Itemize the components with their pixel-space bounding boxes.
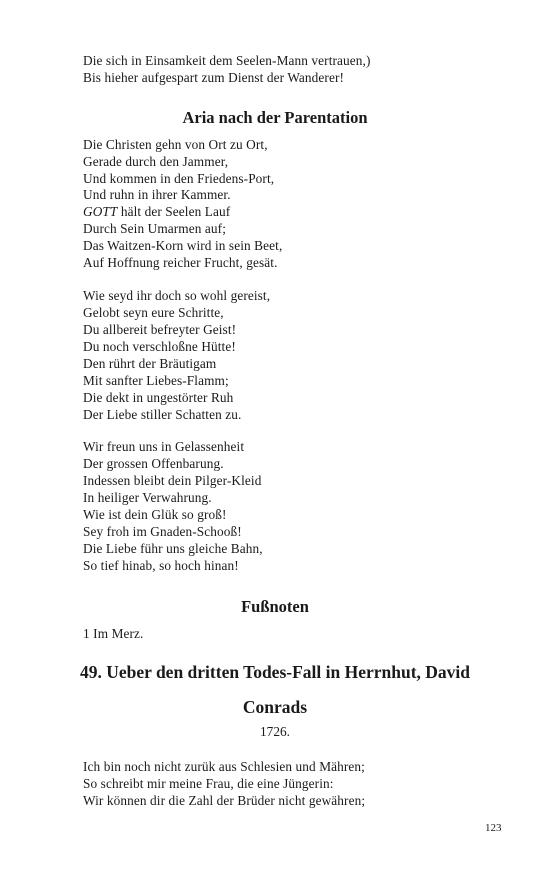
italic-word: GOTT <box>83 204 118 219</box>
verse-line: Auf Hoffnung reicher Frucht, gesät. <box>83 255 278 270</box>
section-heading: Aria nach der Parentation <box>182 108 368 127</box>
verse-line: Wir freun uns in Gelassenheit <box>83 439 245 454</box>
verse-line: Und ruhn in ihrer Kammer. <box>83 187 231 202</box>
verse-line: Gelobt seyn eure Schritte, <box>83 305 224 320</box>
page-number: 123 <box>485 822 502 834</box>
verse-line: Indessen bleibt dein Pilger-Kleid <box>83 473 262 488</box>
verse-line: Durch Sein Umarmen auf; <box>83 221 226 236</box>
verse-line: In heiliger Verwahrung. <box>83 490 212 505</box>
verse-line: Die dekt in ungestörter Ruh <box>83 390 234 405</box>
verse-line: Ich bin noch nicht zurük aus Schlesien und Mähren; <box>83 759 365 774</box>
verse-line: Den rührt der Bräutigam <box>83 356 217 371</box>
verse-line: Die Christen gehn von Ort zu Ort, <box>83 137 268 152</box>
verse-line: Bis hieher aufgespart zum Dienst der Wanderer! <box>83 70 344 85</box>
verse-line: Die sich in Einsamkeit dem Seelen-Mann vertrauen,) <box>83 53 371 68</box>
verse-line: Wie ist dein Glük so groß! <box>83 507 227 522</box>
verse-line: Das Waitzen-Korn wird in sein Beet, <box>83 238 283 253</box>
verse-line: Wir können dir die Zahl der Brüder nicht gewähren; <box>83 793 366 808</box>
verse-line-rest: hält der Seelen Lauf <box>117 204 231 219</box>
verse-line: Du allbereit befreyter Geist! <box>83 322 237 337</box>
verse-line: Wie seyd ihr doch so wohl gereist, <box>83 288 271 303</box>
poem-title-line2: Conrads <box>242 697 308 717</box>
verse-line: Du noch verschloßne Hütte! <box>83 339 236 354</box>
verse-line: Der Liebe stiller Schatten zu. <box>83 407 242 422</box>
verse-line <box>83 203 230 220</box>
verse-line: Und kommen in den Friedens-Port, <box>83 171 275 186</box>
verse-line: Die Liebe führ uns gleiche Bahn, <box>83 541 263 556</box>
footnote-item: 1 Im Merz. <box>83 626 144 641</box>
verse-line: So schreibt mir meine Frau, die eine Jüngerin: <box>83 776 334 791</box>
verse-line: Mit sanfter Liebes-Flamm; <box>83 373 229 388</box>
verse-line: Sey froh im Gnaden-Schooß! <box>83 524 242 539</box>
poem-year: 1726. <box>260 724 290 739</box>
poem-title-line1: 49. Ueber den dritten Todes-Fall in Herrnhut, David <box>79 662 471 682</box>
verse-line: Der grossen Offenbarung. <box>83 456 224 471</box>
footnotes-heading: Fußnoten <box>241 597 309 616</box>
verse-line: Gerade durch den Jammer, <box>83 154 229 169</box>
verse-line: So tief hinab, so hoch hinan! <box>83 558 239 573</box>
